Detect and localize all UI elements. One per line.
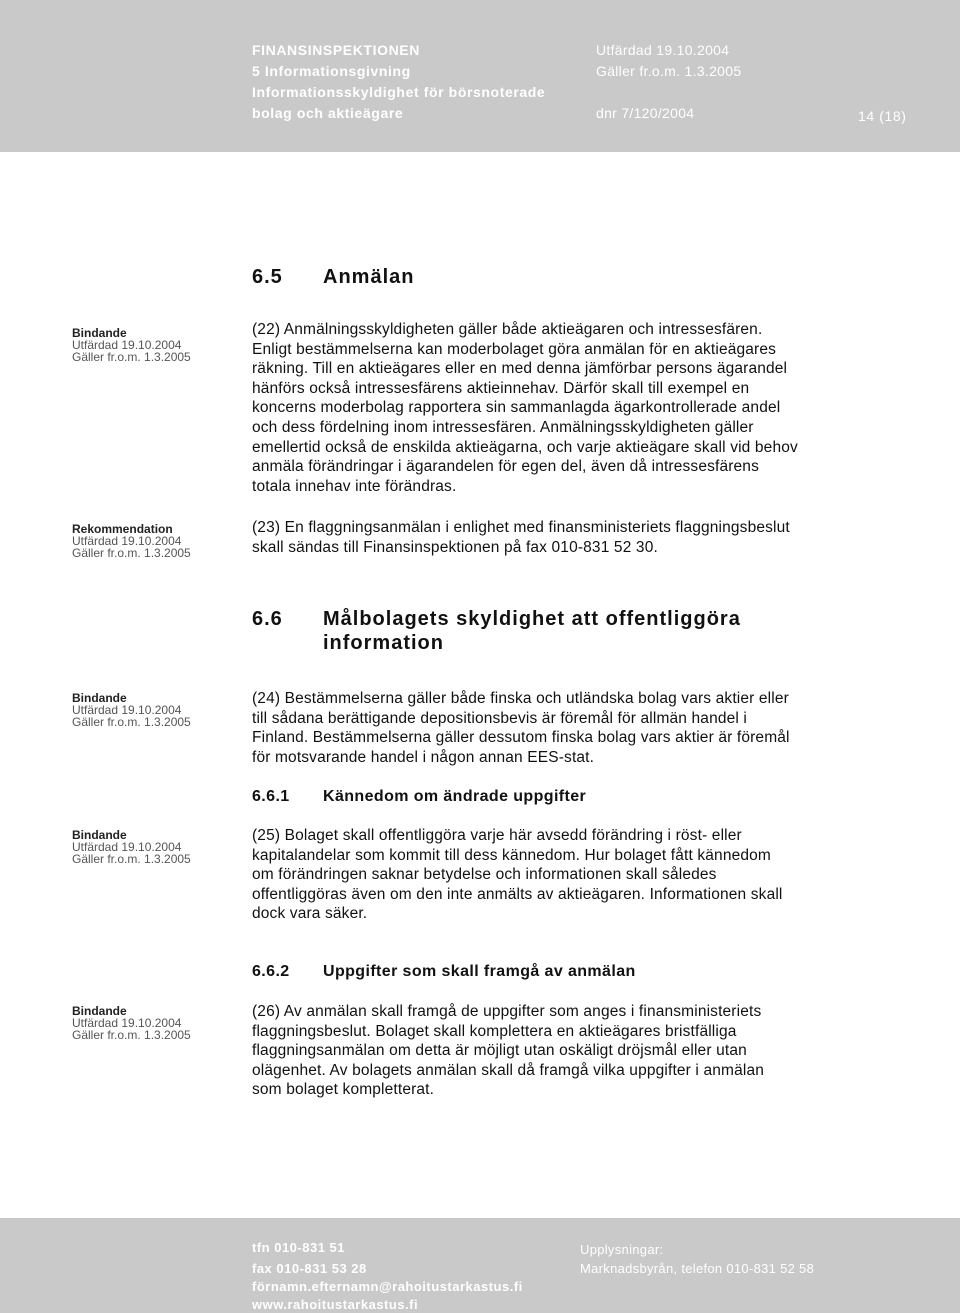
- paragraph-line: och dess fördelning inom intressesfären. Anmälningsskyldigheten gäller: [252, 418, 754, 436]
- paragraph-line: till sådana berättigande depositionsbevis är föremål för allmän handel i: [252, 709, 748, 727]
- footer-phone: tfn 010-831 51: [252, 1240, 345, 1255]
- margin-issued: Utfärdad 19.10.2004: [72, 840, 182, 854]
- paragraph-24: [252, 689, 892, 767]
- margin-label: Rekommendation: [72, 522, 173, 536]
- paragraph-line: (26) Av anmälan skall framgå de uppgifter som anges i finansministeriets: [252, 1003, 762, 1020]
- paragraph-line: (25) Bolaget skall offentliggöra varje här avsedd förändring i röst- eller: [252, 827, 742, 844]
- margin-note-24: [72, 692, 191, 728]
- header-title-line1: Informationsskyldighet för börsnoterade: [252, 84, 546, 100]
- paragraph-line: Finland. Bestämmelserna gäller dessutom finska bolag vars aktier är föremål: [252, 729, 790, 747]
- paragraph-line: kapitalandelar som kommit till dess kännedom. Hur bolaget fått kännedom: [252, 846, 771, 864]
- margin-note-26: [72, 1005, 191, 1041]
- section-title: Anmälan: [323, 266, 415, 288]
- header-section: 5 Informationsgivning: [252, 63, 411, 79]
- margin-note-23: [72, 523, 191, 559]
- margin-note-22: [72, 327, 191, 363]
- paragraph-line: hänförs också intressesfärens aktieinnehav. Därför skall till exempel en: [252, 379, 750, 397]
- margin-issued: Utfärdad 19.10.2004: [72, 338, 182, 352]
- paragraph-line: (22) Anmälningsskyldigheten gäller både aktieägaren och intressesfären.: [252, 321, 763, 338]
- paragraph-23: [252, 518, 892, 557]
- margin-valid: Gäller fr.o.m. 1.3.2005: [72, 350, 191, 364]
- paragraph-line: flaggningsbeslut. Bolaget skall komplettera en aktieägares bristfälliga: [252, 1022, 737, 1040]
- paragraph-line: offentliggöras även om den inte anmälts av aktieägaren. Informationen skall: [252, 885, 783, 903]
- margin-valid: Gäller fr.o.m. 1.3.2005: [72, 1028, 191, 1042]
- paragraph-line: (23) En flaggningsanmälan i enlighet med finansministeriets flaggningsbeslut: [252, 519, 790, 536]
- header-dnr: dnr 7/120/2004: [596, 105, 695, 121]
- paragraph-line: totala innehav inte förändras.: [252, 477, 457, 495]
- footer-info-label: Upplysningar:: [580, 1242, 664, 1257]
- section-title-line2: information: [323, 632, 444, 654]
- subsection-number-6-6-2: 6.6.2: [252, 963, 290, 980]
- header-title-line2: bolag och aktieägare: [252, 105, 404, 121]
- paragraph-line: som bolaget kompletterat.: [252, 1081, 435, 1099]
- paragraph-line: emellertid också de enskilda aktieägarna, och varje aktieägare skall vid behov: [252, 438, 798, 456]
- paragraph-line: koncerns moderbolag rapportera sin sammanlagda ägarkontrollerade andel: [252, 399, 781, 417]
- page-footer: [0, 1218, 960, 1313]
- footer-email[interactable]: förnamn.efternamn@rahoitustarkastus.fi: [252, 1279, 523, 1294]
- section-heading-6-6: [252, 608, 892, 658]
- paragraph-line: för motsvarande handel i någon annan EES-stat.: [252, 748, 595, 766]
- margin-note-25: [72, 829, 191, 865]
- section-heading-6-5: [252, 266, 852, 292]
- footer-info-value: Marknadsbyrån, telefon 010-831 52 58: [580, 1261, 815, 1276]
- margin-label: Bindande: [72, 326, 127, 340]
- paragraph-line: anmäla förändringar i ägarandelen för egen del, även då intressesfärens: [252, 458, 759, 476]
- paragraph-line: skall sändas till Finansinspektionen på fax 010-831 52 30.: [252, 538, 658, 556]
- paragraph-line: olägenhet. Av bolagets anmälan skall då framgå vilka uppgifter i anmälan: [252, 1061, 764, 1079]
- header-org: FINANSINSPEKTIONEN: [252, 42, 420, 58]
- header-valid: Gäller fr.o.m. 1.3.2005: [596, 63, 742, 79]
- section-number: 6.6: [252, 608, 283, 630]
- paragraph-line: räkning. Till en aktieägares eller en med denna jämförbar persons ägarandel: [252, 360, 788, 378]
- paragraph-line: flaggningsanmälan om detta är möjligt utan oskäligt dröjsmål eller utan: [252, 1042, 747, 1060]
- page-number: 14 (18): [858, 108, 907, 124]
- paragraph-26: [252, 1002, 892, 1100]
- paragraph-line: dock vara säker.: [252, 905, 368, 923]
- paragraph-line: om förändringen saknar betydelse och informationen skall således: [252, 866, 717, 884]
- header-issued: Utfärdad 19.10.2004: [596, 42, 730, 58]
- paragraph-line: (24) Bestämmelserna gäller både finska och utländska bolag vars aktier eller: [252, 690, 789, 707]
- margin-issued: Utfärdad 19.10.2004: [72, 1016, 182, 1030]
- margin-label: Bindande: [72, 1004, 127, 1018]
- margin-valid: Gäller fr.o.m. 1.3.2005: [72, 546, 191, 560]
- paragraph-22: [252, 320, 892, 496]
- paragraph-line: Enligt bestämmelserna kan moderbolaget göra anmälan för en aktieägares: [252, 340, 777, 358]
- subsection-title-6-6-2: Uppgifter som skall framgå av anmälan: [323, 963, 636, 980]
- footer-website[interactable]: www.rahoitustarkastus.fi: [252, 1297, 419, 1312]
- paragraph-25: [252, 826, 892, 924]
- margin-issued: Utfärdad 19.10.2004: [72, 703, 182, 717]
- subsection-title-6-6-1: Kännedom om ändrade uppgifter: [323, 788, 587, 805]
- section-number: 6.5: [252, 266, 283, 288]
- margin-valid: Gäller fr.o.m. 1.3.2005: [72, 852, 191, 866]
- footer-fax: fax 010-831 53 28: [252, 1261, 367, 1276]
- margin-valid: Gäller fr.o.m. 1.3.2005: [72, 715, 191, 729]
- subsection-number-6-6-1: 6.6.1: [252, 788, 290, 805]
- section-title-line1: Målbolagets skyldighet att offentliggöra: [323, 608, 741, 630]
- margin-label: Bindande: [72, 828, 127, 842]
- margin-label: Bindande: [72, 691, 127, 705]
- page-header: [0, 0, 960, 152]
- margin-issued: Utfärdad 19.10.2004: [72, 534, 182, 548]
